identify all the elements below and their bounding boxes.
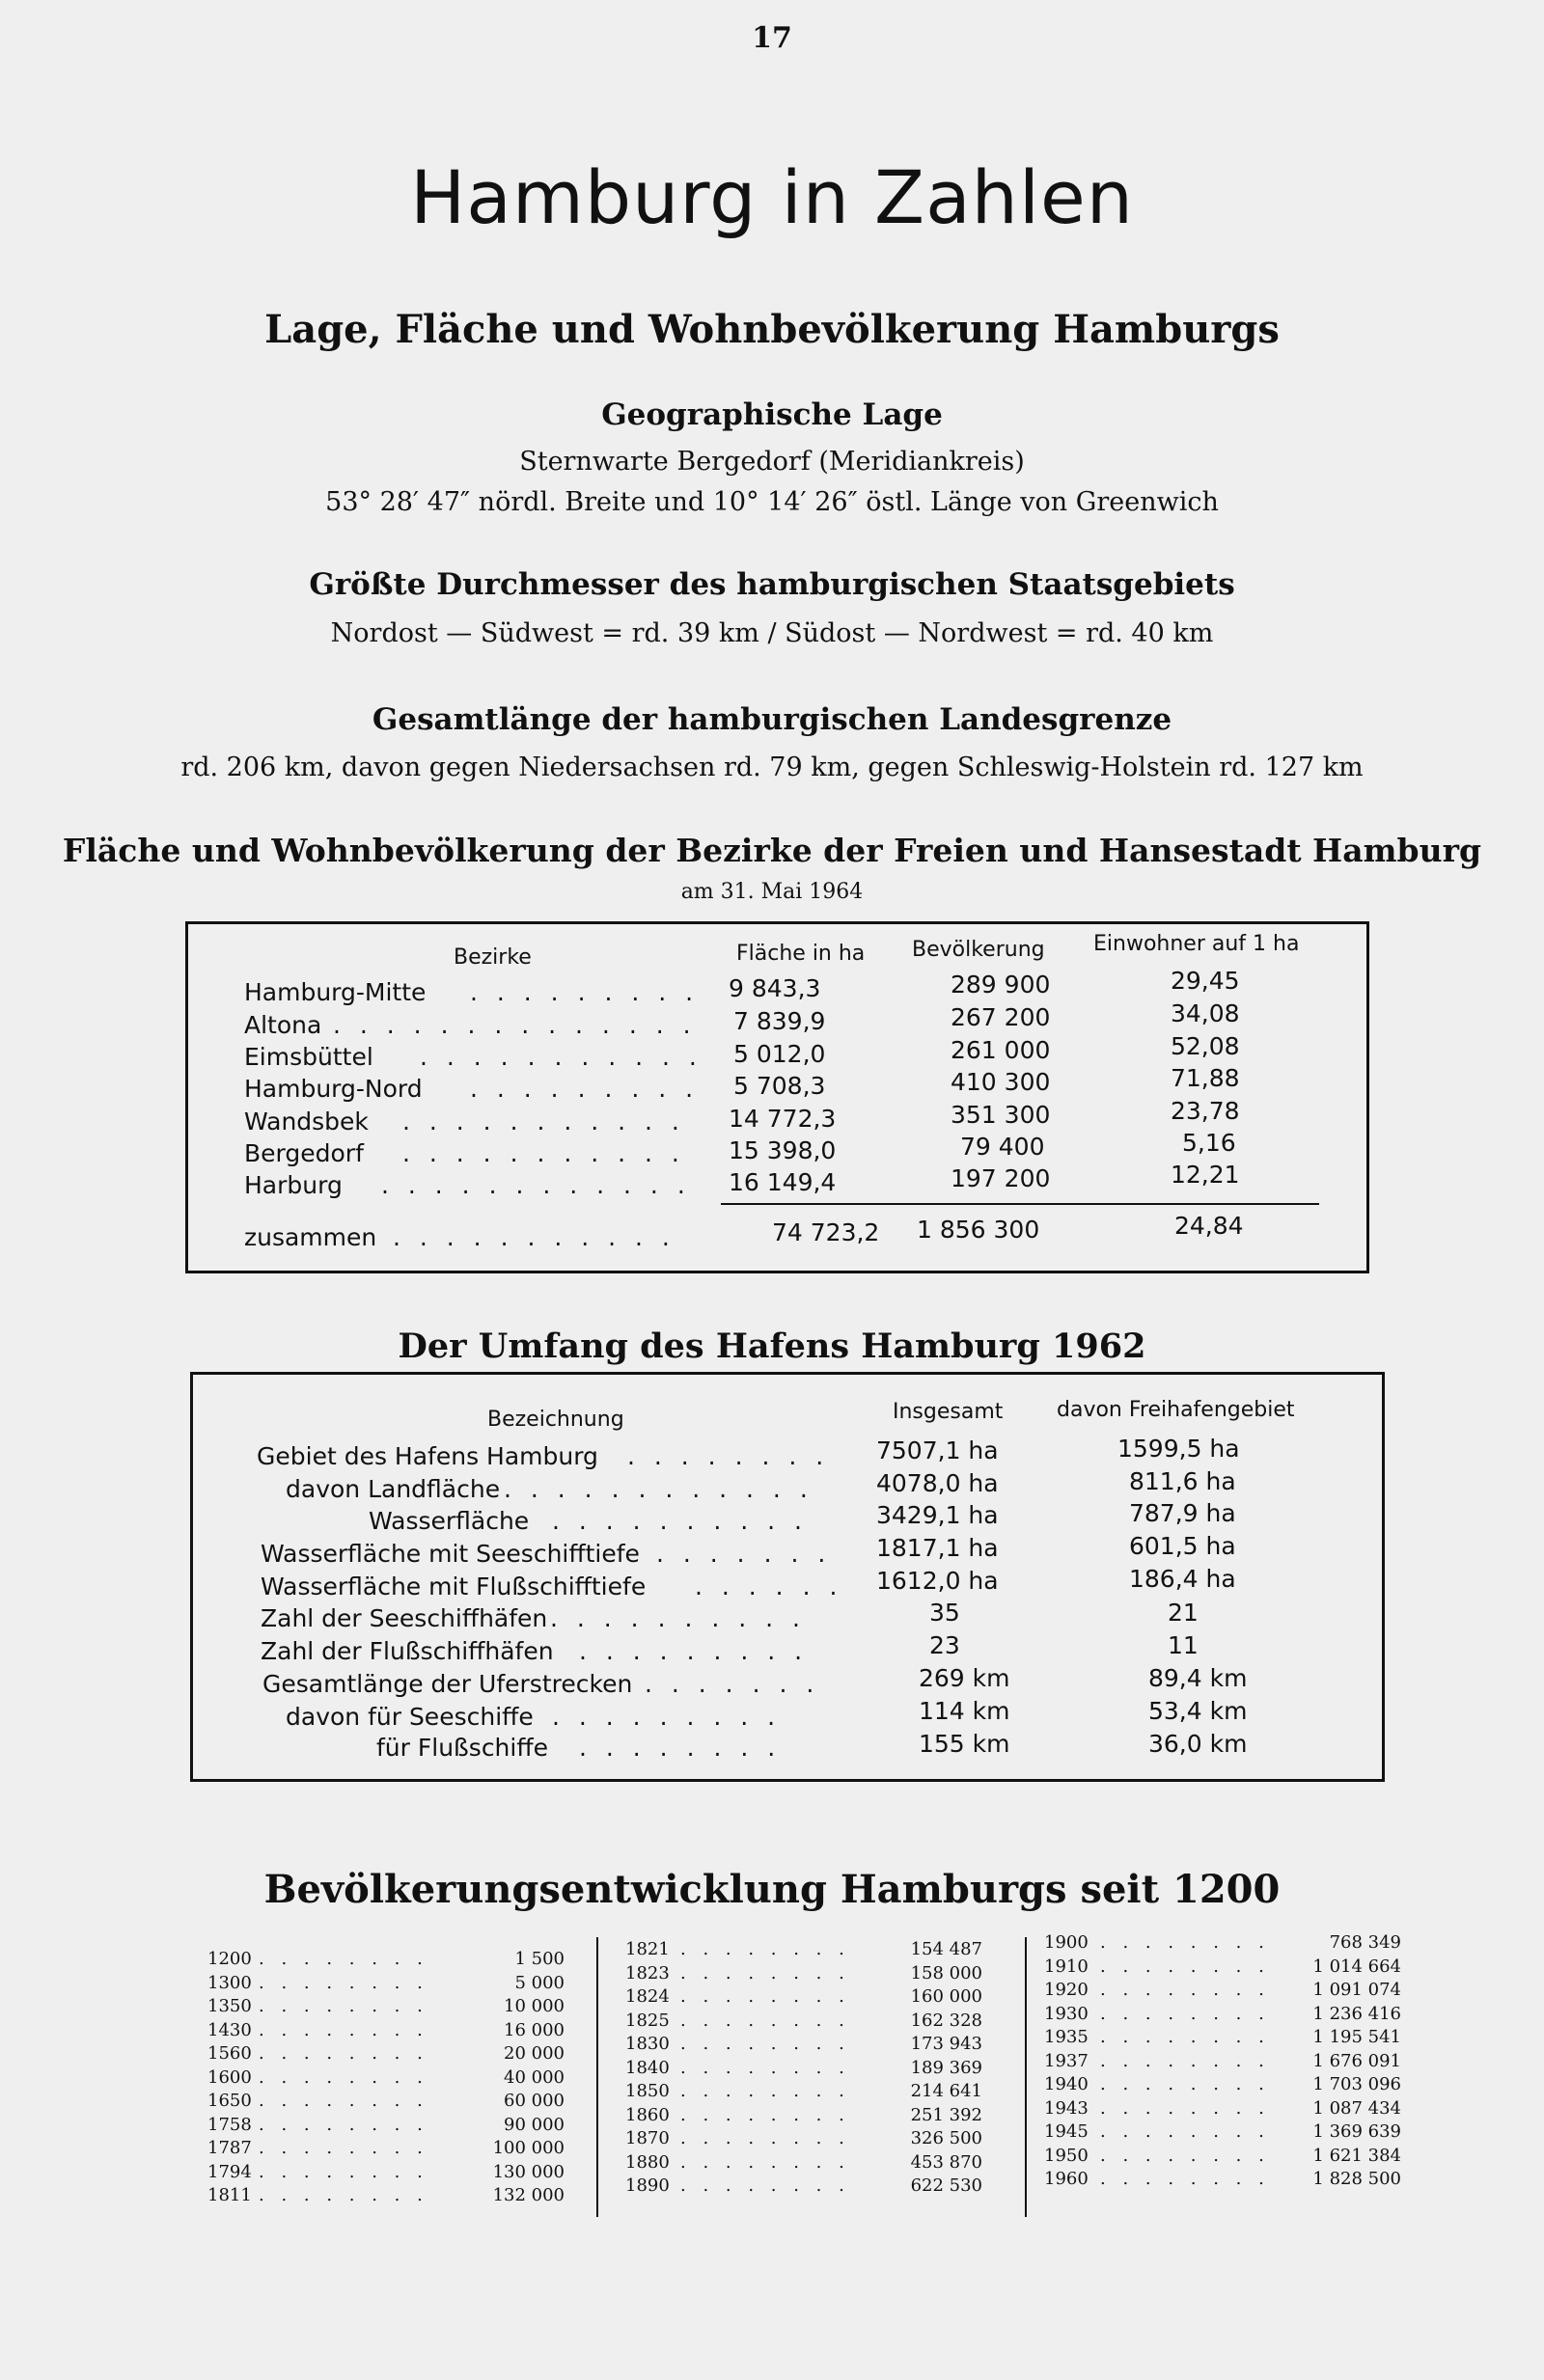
population-value: 1 828 500 — [1312, 2169, 1401, 2189]
leader-dots: . . . . . . . . — [680, 1986, 850, 2007]
population-value: 622 530 — [910, 2175, 982, 2196]
total-value: 155 km — [919, 1730, 1010, 1758]
leader-dots: . . . . . . . . — [680, 2011, 850, 2031]
year-label: 1943 — [1044, 2098, 1089, 2119]
leader-dots: . . . . . . . . — [1100, 2074, 1270, 2094]
population-value: 130 000 — [492, 2162, 565, 2182]
leader-dots: . . . . . . . . — [1100, 2027, 1270, 2047]
row-label: Zahl der Seeschiffhäfen — [261, 1604, 548, 1632]
leader-dots: . . . . . . . . . . . — [402, 1139, 685, 1167]
total-value: 23 — [929, 1631, 960, 1659]
leader-dots: . . . . . . . . . . . — [402, 1108, 685, 1135]
leader-dots: . . . . . . . . — [680, 2058, 850, 2078]
area-value: 5 012,0 — [733, 1040, 826, 1068]
population-value: 1 676 091 — [1312, 2051, 1401, 2071]
row-label: Altona — [244, 1011, 322, 1039]
population-value: 154 487 — [910, 1939, 982, 1959]
year-label: 1930 — [1044, 2004, 1089, 2024]
row-label: Wasserfläche mit Seeschifftiefe — [261, 1540, 640, 1568]
area-value: 7 839,9 — [733, 1007, 826, 1035]
row-label: Hamburg-Mitte — [244, 978, 427, 1006]
leader-dots: . . . . . . . . . . . . — [504, 1475, 813, 1503]
population-value: 261 000 — [951, 1036, 1051, 1064]
row-label: Wasserfläche — [369, 1507, 530, 1535]
bezirke-date: am 31. Mai 1964 — [680, 880, 864, 904]
hafen-heading: Der Umfang des Hafens Hamburg 1962 — [398, 1327, 1146, 1366]
leader-dots: . . . . . . . — [645, 1670, 820, 1698]
area-value: 9 843,3 — [729, 974, 821, 1002]
population-value: 410 300 — [951, 1068, 1051, 1096]
leader-dots: . . . . . . . . — [680, 2128, 850, 2148]
freihafen-value: 53,4 km — [1148, 1697, 1248, 1725]
col-header-freihafen: davon Freihafengebiet — [1057, 1398, 1295, 1422]
page-number: 17 — [752, 21, 792, 55]
population-value: 267 200 — [951, 1003, 1051, 1031]
year-label: 1560 — [207, 2043, 252, 2064]
population-value: 1 369 639 — [1312, 2121, 1401, 2142]
density-value: 5,16 — [1182, 1129, 1236, 1157]
geo-line-2: 53° 28′ 47″ nördl. Breite und 10° 14′ 26″ östl. Länge von Greenwich — [325, 487, 1219, 517]
leader-dots: . . . . . . . . . . . . — [381, 1171, 691, 1199]
population-value: 1 014 664 — [1312, 1956, 1401, 1977]
year-label: 1910 — [1044, 1956, 1089, 1977]
leader-dots: . . . . . . . . — [1100, 1932, 1270, 1953]
total-rule — [721, 1203, 1319, 1205]
freihafen-value: 811,6 ha — [1129, 1467, 1236, 1495]
hafen-table — [190, 1372, 1385, 1782]
population-value: 158 000 — [910, 1963, 982, 1983]
leader-dots: . . . . . . . . — [259, 2091, 428, 2111]
leader-dots: . . . . . . . . — [259, 2020, 428, 2040]
freihafen-value: 1599,5 ha — [1117, 1435, 1240, 1463]
leader-dots: . . . . . . . . — [680, 2175, 850, 2196]
total-population: 1 856 300 — [917, 1216, 1040, 1244]
year-label: 1840 — [625, 2058, 670, 2078]
year-label: 1880 — [625, 2152, 670, 2173]
year-label: 1811 — [207, 2185, 252, 2205]
leader-dots: . . . . . . . . — [259, 2162, 428, 2182]
col-header-einwohner: Einwohner auf 1 ha — [1093, 932, 1300, 956]
leader-dots: . . . . . . . . — [680, 2152, 850, 2173]
total-value: 114 km — [919, 1697, 1010, 1725]
year-label: 1758 — [207, 2115, 252, 2135]
total-value: 1817,1 ha — [876, 1534, 999, 1562]
area-value: 15 398,0 — [729, 1136, 837, 1164]
population-value: 1 195 541 — [1312, 2027, 1401, 2047]
population-heading: Bevölkerungsentwicklung Hamburgs seit 1200 — [263, 1867, 1281, 1912]
population-value: 20 000 — [504, 2043, 565, 2064]
population-value: 40 000 — [504, 2067, 565, 2088]
leader-dots: . . . . . . . . — [259, 2115, 428, 2135]
freihafen-value: 89,4 km — [1148, 1664, 1248, 1692]
row-label: davon für Seeschiffe — [286, 1703, 534, 1731]
year-label: 1821 — [625, 1939, 670, 1959]
leader-dots: . . . . . . . . — [680, 2034, 850, 2054]
total-value: 269 km — [919, 1664, 1010, 1692]
year-label: 1900 — [1044, 1932, 1089, 1953]
population-value: 173 943 — [910, 2034, 982, 2054]
leader-dots: . . . . . . . . — [1100, 2051, 1270, 2071]
total-value: 7507,1 ha — [876, 1436, 999, 1464]
leader-dots: . . . . . . . . — [1100, 2004, 1270, 2024]
row-label: Gebiet des Hafens Hamburg — [257, 1442, 598, 1470]
year-label: 1920 — [1044, 1980, 1089, 2000]
freihafen-value: 787,9 ha — [1129, 1499, 1236, 1527]
year-label: 1794 — [207, 2162, 252, 2182]
population-value: 214 641 — [910, 2081, 982, 2101]
leader-dots: . . . . . . . . — [1100, 2146, 1270, 2166]
population-value: 1 500 — [514, 1949, 565, 1969]
year-label: 1860 — [625, 2105, 670, 2125]
leader-dots: . . . . . . . . . . — [552, 1507, 808, 1535]
year-label: 1350 — [207, 1996, 252, 2016]
leader-dots: . . . . . . . . . . . — [420, 1043, 703, 1071]
population-value: 1 236 416 — [1312, 2004, 1401, 2024]
year-label: 1825 — [625, 2011, 670, 2031]
year-label: 1787 — [207, 2138, 252, 2158]
diameter-line: Nordost — Südwest = rd. 39 km / Südost — Nordwest = rd. 40 km — [330, 618, 1214, 648]
area-value: 16 149,4 — [729, 1168, 837, 1196]
leader-dots: . . . . . . . — [656, 1540, 832, 1568]
year-label: 1200 — [207, 1949, 252, 1969]
leader-dots: . . . . . . . . . — [579, 1637, 809, 1665]
year-label: 1850 — [625, 2081, 670, 2101]
population-value: 16 000 — [504, 2020, 565, 2040]
density-value: 71,88 — [1171, 1064, 1240, 1092]
border-heading: Gesamtlänge der hamburgischen Landesgrenze — [372, 702, 1172, 737]
leader-dots: . . . . . . . . — [1100, 1980, 1270, 2000]
page-title: Hamburg in Zahlen — [410, 154, 1134, 240]
leader-dots: . . . . . . . . — [680, 1963, 850, 1983]
leader-dots: . . . . . . . . — [1100, 2121, 1270, 2142]
total-density: 24,84 — [1174, 1212, 1244, 1240]
population-value: 453 870 — [910, 2152, 982, 2173]
population-value: 162 328 — [910, 2011, 982, 2031]
total-value: 35 — [929, 1599, 960, 1627]
density-value: 34,08 — [1171, 999, 1240, 1027]
density-value: 23,78 — [1171, 1097, 1240, 1125]
border-line: rd. 206 km, davon gegen Niedersachsen rd. 79 km, gegen Schleswig-Holstein rd. 127 km — [180, 752, 1364, 782]
population-value: 289 900 — [951, 971, 1051, 999]
year-label: 1950 — [1044, 2146, 1089, 2166]
col-header-flaeche: Fläche in ha — [736, 942, 866, 966]
population-value: 768 349 — [1329, 1932, 1401, 1953]
bezirke-table — [185, 921, 1369, 1273]
leader-dots: . . . . . . . . — [259, 2185, 428, 2205]
area-value: 5 708,3 — [733, 1072, 826, 1100]
leader-dots: . . . . . . . . . . . — [393, 1223, 676, 1251]
year-label: 1935 — [1044, 2027, 1089, 2047]
year-label: 1945 — [1044, 2121, 1089, 2142]
total-value: 4078,0 ha — [876, 1469, 999, 1497]
population-value: 351 300 — [951, 1101, 1051, 1129]
row-label: Bergedorf — [244, 1139, 364, 1167]
leader-dots: . . . . . . . . — [680, 2081, 850, 2101]
freihafen-value: 186,4 ha — [1129, 1565, 1236, 1593]
col-header-bezeichnung: Bezeichnung — [487, 1408, 624, 1432]
total-area: 74 723,2 — [772, 1218, 880, 1246]
population-value: 326 500 — [910, 2128, 982, 2148]
leader-dots: . . . . . . . . — [259, 2043, 428, 2064]
population-value: 251 392 — [910, 2105, 982, 2125]
year-label: 1890 — [625, 2175, 670, 2196]
population-value: 1 621 384 — [1312, 2146, 1401, 2166]
leader-dots: . . . . . . . . — [680, 1939, 850, 1959]
row-label: Wandsbek — [244, 1108, 369, 1135]
year-label: 1960 — [1044, 2169, 1089, 2189]
year-label: 1650 — [207, 2091, 252, 2111]
leader-dots: . . . . . . . . — [259, 1973, 428, 1993]
row-label: Eimsbüttel — [244, 1043, 373, 1071]
leader-dots: . . . . . . . . . . — [550, 1604, 806, 1632]
year-label: 1830 — [625, 2034, 670, 2054]
leader-dots: . . . . . . . . . — [470, 1075, 700, 1103]
year-label: 1870 — [625, 2128, 670, 2148]
freihafen-value: 36,0 km — [1148, 1730, 1248, 1758]
col-header-insgesamt: Insgesamt — [893, 1400, 1004, 1424]
geo-line-1: Sternwarte Bergedorf (Meridiankreis) — [519, 447, 1025, 477]
population-value: 160 000 — [910, 1986, 982, 2007]
population-value: 60 000 — [504, 2091, 565, 2111]
density-value: 52,08 — [1171, 1032, 1240, 1060]
leader-dots: . . . . . . . . — [259, 1996, 428, 2016]
freihafen-value: 21 — [1168, 1599, 1199, 1627]
geo-heading: Geographische Lage — [601, 397, 943, 432]
population-value: 100 000 — [492, 2138, 565, 2158]
year-label: 1300 — [207, 1973, 252, 1993]
total-label: zusammen — [244, 1223, 377, 1251]
row-label: Gesamtlänge der Uferstrecken — [262, 1670, 633, 1698]
population-value: 1 091 074 — [1312, 1980, 1401, 2000]
total-value: 3429,1 ha — [876, 1501, 999, 1529]
leader-dots: . . . . . . . . — [627, 1442, 830, 1470]
population-value: 189 369 — [910, 2058, 982, 2078]
row-label: Zahl der Flußschiffhäfen — [261, 1637, 554, 1665]
leader-dots: . . . . . . . . — [259, 2138, 428, 2158]
row-label: Hamburg-Nord — [244, 1075, 423, 1103]
column-divider — [1025, 1937, 1027, 2217]
population-value: 132 000 — [492, 2185, 565, 2205]
leader-dots: . . . . . . — [695, 1573, 843, 1600]
leader-dots: . . . . . . . . — [1100, 1956, 1270, 1977]
population-value: 10 000 — [504, 1996, 565, 2016]
population-value: 197 200 — [951, 1164, 1051, 1192]
column-divider — [596, 1937, 598, 2217]
leader-dots: . . . . . . . . — [1100, 2098, 1270, 2119]
row-label: davon Landfläche — [286, 1475, 501, 1503]
freihafen-value: 601,5 ha — [1129, 1532, 1236, 1560]
leader-dots: . . . . . . . . — [259, 2067, 428, 2088]
col-header-bevoelkerung: Bevölkerung — [912, 938, 1045, 962]
leader-dots: . . . . . . . . . . . . . . — [333, 1011, 697, 1039]
leader-dots: . . . . . . . . — [579, 1734, 782, 1762]
leader-dots: . . . . . . . . — [680, 2105, 850, 2125]
population-value: 5 000 — [514, 1973, 565, 1993]
year-label: 1937 — [1044, 2051, 1089, 2071]
bezirke-heading: Fläche und Wohnbevölkerung der Bezirke der Freien und Hansestadt Hamburg — [62, 832, 1482, 869]
leader-dots: . . . . . . . . . — [552, 1703, 782, 1731]
leader-dots: . . . . . . . . — [259, 1949, 428, 1969]
row-label: Harburg — [244, 1171, 343, 1199]
year-label: 1824 — [625, 1986, 670, 2007]
density-value: 12,21 — [1171, 1161, 1240, 1189]
row-label: Wasserfläche mit Flußschifftiefe — [261, 1573, 647, 1600]
density-value: 29,45 — [1171, 967, 1240, 995]
year-label: 1823 — [625, 1963, 670, 1983]
freihafen-value: 11 — [1168, 1631, 1199, 1659]
year-label: 1940 — [1044, 2074, 1089, 2094]
population-value: 1 703 096 — [1312, 2074, 1401, 2094]
year-label: 1430 — [207, 2020, 252, 2040]
year-label: 1600 — [207, 2067, 252, 2088]
population-value: 79 400 — [960, 1133, 1045, 1161]
leader-dots: . . . . . . . . — [1100, 2169, 1270, 2189]
population-value: 90 000 — [504, 2115, 565, 2135]
total-value: 1612,0 ha — [876, 1567, 999, 1595]
diameter-heading: Größte Durchmesser des hamburgischen Staatsgebiets — [309, 567, 1235, 602]
area-value: 14 772,3 — [729, 1105, 837, 1133]
col-header-bezirke: Bezirke — [454, 945, 532, 970]
leader-dots: . . . . . . . . . — [470, 978, 700, 1006]
section-heading-lage: Lage, Fläche und Wohnbevölkerung Hamburgs — [264, 307, 1280, 352]
row-label: für Flußschiffe — [376, 1734, 548, 1762]
population-value: 1 087 434 — [1312, 2098, 1401, 2119]
